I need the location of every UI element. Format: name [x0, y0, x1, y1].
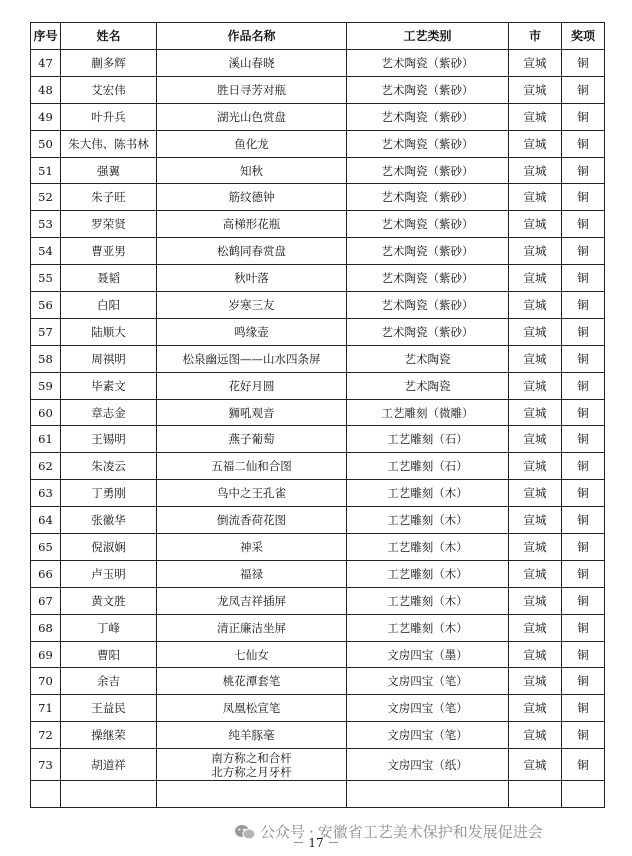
table-row: [31, 157, 605, 184]
cell-category: 文房四宝（墨）: [347, 641, 509, 668]
cell-work: 松鹤同春赏盘: [157, 238, 347, 265]
cell-work: 秋叶落: [157, 265, 347, 292]
empty-cell: [509, 781, 562, 808]
header-name: 姓名: [61, 23, 157, 50]
cell-work: 高梯形花瓶: [157, 211, 347, 238]
cell-work: 神采: [157, 534, 347, 561]
cell-category: 艺术陶瓷（紫砂）: [347, 238, 509, 265]
cell-award: 铜: [562, 184, 605, 211]
cell-name: 艾宏伟: [61, 76, 157, 103]
cell-city: 宣城: [509, 641, 562, 668]
watermark-separator: ·: [309, 822, 314, 841]
cell-city: 宣城: [509, 722, 562, 749]
cell-award: 铜: [562, 292, 605, 319]
cell-name: 罗荣贤: [61, 211, 157, 238]
table-row: [31, 453, 605, 480]
cell-award: 铜: [562, 399, 605, 426]
cell-work: 溪山春晓: [157, 50, 347, 77]
cell-award: 铜: [562, 534, 605, 561]
cell-work: 岁寒三友: [157, 292, 347, 319]
cell-name: 黄文胜: [61, 587, 157, 614]
cell-work: 松泉幽远图——山水四条屏: [157, 345, 347, 372]
table-row: [31, 50, 605, 77]
cell-name: 操继荣: [61, 722, 157, 749]
cell-work: 五福二仙和合图: [157, 453, 347, 480]
cell-work: 桃花潭套笔: [157, 668, 347, 695]
cell-award: 铜: [562, 265, 605, 292]
cell-award: 铜: [562, 50, 605, 77]
cell-no: 65: [31, 534, 61, 561]
cell-city: 宣城: [509, 749, 562, 781]
cell-award: 铜: [562, 372, 605, 399]
cell-no: 71: [31, 695, 61, 722]
table-row: [31, 345, 605, 372]
watermark-prefix: 公众号: [260, 823, 306, 841]
cell-city: 宣城: [509, 587, 562, 614]
cell-name: 聂韬: [61, 265, 157, 292]
cell-category: 工艺雕刻（木）: [347, 534, 509, 561]
cell-city: 宣城: [509, 534, 562, 561]
cell-no: 61: [31, 426, 61, 453]
cell-name: 余吉: [61, 668, 157, 695]
cell-no: 63: [31, 480, 61, 507]
cell-work: 筋纹德钟: [157, 184, 347, 211]
cell-award: 铜: [562, 130, 605, 157]
cell-city: 宣城: [509, 560, 562, 587]
watermark-org: 安徽省工艺美术保护和发展促进会: [317, 823, 543, 841]
cell-category: 艺术陶瓷（紫砂）: [347, 50, 509, 77]
header-no: 序号: [31, 23, 61, 50]
table-row: [31, 292, 605, 319]
cell-category: 文房四宝（笔）: [347, 668, 509, 695]
cell-category: 工艺雕刻（微雕）: [347, 399, 509, 426]
table-row: [31, 238, 605, 265]
table-row: [31, 426, 605, 453]
cell-category: 工艺雕刻（木）: [347, 614, 509, 641]
table-row: [31, 614, 605, 641]
table-row-empty: [31, 781, 605, 808]
header-award: 奖项: [562, 23, 605, 50]
cell-work: 鱼化龙: [157, 130, 347, 157]
header-category: 工艺类别: [347, 23, 509, 50]
cell-city: 宣城: [509, 76, 562, 103]
cell-award: 铜: [562, 426, 605, 453]
cell-award: 铜: [562, 614, 605, 641]
cell-name: 毕素文: [61, 372, 157, 399]
cell-name: 曹阳: [61, 641, 157, 668]
cell-city: 宣城: [509, 480, 562, 507]
cell-work: 七仙女: [157, 641, 347, 668]
cell-name: 蒯多辉: [61, 50, 157, 77]
cell-no: 51: [31, 157, 61, 184]
cell-work: 燕子葡萄: [157, 426, 347, 453]
cell-name: 王益民: [61, 695, 157, 722]
cell-work: 湖光山色赏盘: [157, 103, 347, 130]
cell-city: 宣城: [509, 345, 562, 372]
cell-city: 宣城: [509, 453, 562, 480]
cell-category: 文房四宝（笔）: [347, 722, 509, 749]
empty-cell: [61, 781, 157, 808]
cell-no: 49: [31, 103, 61, 130]
cell-category: 艺术陶瓷（紫砂）: [347, 103, 509, 130]
cell-no: 55: [31, 265, 61, 292]
cell-name: 朱大伟、陈书林: [61, 130, 157, 157]
cell-category: 工艺雕刻（木）: [347, 480, 509, 507]
cell-award: 铜: [562, 238, 605, 265]
cell-award: 铜: [562, 668, 605, 695]
cell-award: 铜: [562, 453, 605, 480]
table-row: [31, 560, 605, 587]
cell-no: 52: [31, 184, 61, 211]
cell-name: 丁勇刚: [61, 480, 157, 507]
cell-no: 56: [31, 292, 61, 319]
table-row: [31, 641, 605, 668]
table-row: [31, 507, 605, 534]
table-row: [31, 184, 605, 211]
cell-no: 66: [31, 560, 61, 587]
cell-award: 铜: [562, 587, 605, 614]
cell-no: 47: [31, 50, 61, 77]
cell-name: 叶升兵: [61, 103, 157, 130]
cell-no: 64: [31, 507, 61, 534]
cell-city: 宣城: [509, 507, 562, 534]
empty-cell: [562, 781, 605, 808]
cell-category: 文房四宝（纸）: [347, 749, 509, 781]
header-row: [31, 23, 605, 50]
table-row: [31, 480, 605, 507]
cell-work-line1: 南方称之和合杆: [211, 750, 292, 765]
table-row: [31, 534, 605, 561]
cell-city: 宣城: [509, 157, 562, 184]
cell-city: 宣城: [509, 372, 562, 399]
cell-work: 凤凰松宣笔: [157, 695, 347, 722]
cell-work: 倒流香荷花图: [157, 507, 347, 534]
cell-city: 宣城: [509, 238, 562, 265]
cell-name: 胡道祥: [61, 749, 157, 781]
table-row: [31, 103, 605, 130]
cell-award: 铜: [562, 722, 605, 749]
cell-city: 宣城: [509, 318, 562, 345]
cell-work: 鸣缘壶: [157, 318, 347, 345]
header-work: 作品名称: [157, 23, 347, 50]
cell-award: 铜: [562, 318, 605, 345]
cell-work: 胜日寻芳对瓶: [157, 76, 347, 103]
award-table: [30, 22, 605, 808]
page-number: － 17 －: [292, 836, 340, 850]
cell-category: 工艺雕刻（石）: [347, 453, 509, 480]
cell-category: 工艺雕刻（木）: [347, 587, 509, 614]
cell-no: 53: [31, 211, 61, 238]
cell-name: 曹亚男: [61, 238, 157, 265]
cell-name: 倪淑娴: [61, 534, 157, 561]
cell-city: 宣城: [509, 50, 562, 77]
cell-city: 宣城: [509, 265, 562, 292]
cell-no: 67: [31, 587, 61, 614]
cell-award: 铜: [562, 560, 605, 587]
cell-city: 宣城: [509, 695, 562, 722]
cell-name: 周祺明: [61, 345, 157, 372]
cell-category: 艺术陶瓷（紫砂）: [347, 211, 509, 238]
cell-award: 铜: [562, 76, 605, 103]
cell-category: 艺术陶瓷（紫砂）: [347, 265, 509, 292]
cell-category: 艺术陶瓷（紫砂）: [347, 292, 509, 319]
cell-work: 鸟中之王孔雀: [157, 480, 347, 507]
cell-category: 艺术陶瓷（紫砂）: [347, 157, 509, 184]
empty-cell: [157, 781, 347, 808]
cell-category: 艺术陶瓷: [347, 345, 509, 372]
table-row: [31, 695, 605, 722]
cell-no: 48: [31, 76, 61, 103]
table-row: [31, 130, 605, 157]
cell-award: 铜: [562, 480, 605, 507]
cell-city: 宣城: [509, 399, 562, 426]
cell-work: 纯羊豚毫: [157, 722, 347, 749]
cell-work: 狮吼观音: [157, 399, 347, 426]
cell-no: 70: [31, 668, 61, 695]
cell-category: 艺术陶瓷（紫砂）: [347, 184, 509, 211]
cell-category: 工艺雕刻（石）: [347, 426, 509, 453]
cell-category: 艺术陶瓷（紫砂）: [347, 130, 509, 157]
table-row: [31, 372, 605, 399]
cell-award: 铜: [562, 507, 605, 534]
cell-no: 68: [31, 614, 61, 641]
cell-no: 57: [31, 318, 61, 345]
cell-work-line2: 北方称之月牙杆: [211, 764, 292, 779]
cell-no: 62: [31, 453, 61, 480]
cell-category: 艺术陶瓷（紫砂）: [347, 76, 509, 103]
cell-award: 铜: [562, 157, 605, 184]
cell-name: 朱凌云: [61, 453, 157, 480]
empty-cell: [347, 781, 509, 808]
cell-city: 宣城: [509, 668, 562, 695]
cell-work: 龙凤吉祥插屏: [157, 587, 347, 614]
cell-city: 宣城: [509, 184, 562, 211]
cell-award: 铜: [562, 641, 605, 668]
table-row: [31, 211, 605, 238]
cell-name: 白阳: [61, 292, 157, 319]
cell-category: 工艺雕刻（木）: [347, 507, 509, 534]
cell-work: 福禄: [157, 560, 347, 587]
cell-work: [157, 749, 347, 781]
cell-award: 铜: [562, 345, 605, 372]
cell-name: 朱子旺: [61, 184, 157, 211]
cell-name: 丁峰: [61, 614, 157, 641]
cell-name: 强翼: [61, 157, 157, 184]
cell-work: 花好月圆: [157, 372, 347, 399]
table-row: [31, 587, 605, 614]
header-city: 市: [509, 23, 562, 50]
cell-no: 72: [31, 722, 61, 749]
cell-category: 艺术陶瓷（紫砂）: [347, 318, 509, 345]
cell-category: 文房四宝（笔）: [347, 695, 509, 722]
table-row: [31, 76, 605, 103]
cell-award: 铜: [562, 103, 605, 130]
cell-no: 54: [31, 238, 61, 265]
cell-name: 王锡明: [61, 426, 157, 453]
cell-no: 58: [31, 345, 61, 372]
cell-city: 宣城: [509, 292, 562, 319]
cell-name: 卢玉明: [61, 560, 157, 587]
cell-name: 陆顺大: [61, 318, 157, 345]
cell-city: 宣城: [509, 211, 562, 238]
table-row-73: [31, 749, 605, 781]
table-row: [31, 265, 605, 292]
cell-work: 知秋: [157, 157, 347, 184]
cell-no: 50: [31, 130, 61, 157]
cell-city: 宣城: [509, 103, 562, 130]
cell-category: 工艺雕刻（木）: [347, 560, 509, 587]
empty-cell: [31, 781, 61, 808]
cell-city: 宣城: [509, 426, 562, 453]
table-row: [31, 318, 605, 345]
cell-no: 60: [31, 399, 61, 426]
cell-no: 73: [31, 749, 61, 781]
table-row: [31, 399, 605, 426]
cell-no: 69: [31, 641, 61, 668]
table-row: [31, 722, 605, 749]
cell-city: 宣城: [509, 130, 562, 157]
cell-no: 59: [31, 372, 61, 399]
cell-category: 艺术陶瓷: [347, 372, 509, 399]
table-row: [31, 668, 605, 695]
cell-name: 张徽华: [61, 507, 157, 534]
cell-award: 铜: [562, 749, 605, 781]
cell-name: 章志金: [61, 399, 157, 426]
cell-work: 清正廉洁坐屏: [157, 614, 347, 641]
cell-award: 铜: [562, 695, 605, 722]
table-body: [31, 50, 605, 808]
cell-award: 铜: [562, 211, 605, 238]
cell-city: 宣城: [509, 614, 562, 641]
